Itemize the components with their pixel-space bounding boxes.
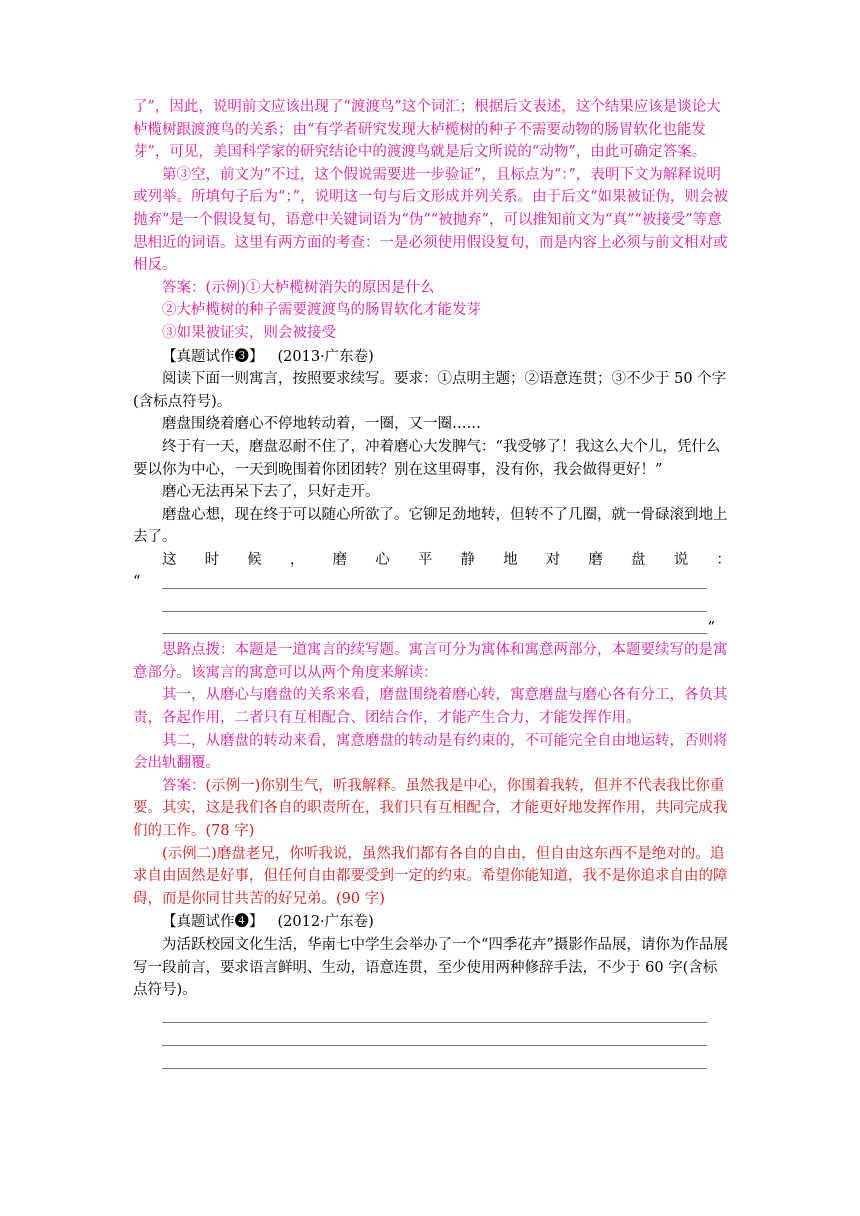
section-header [133, 346, 731, 369]
answer-text: (示例)①大栌榄树消失的原因是什么 [205, 279, 435, 296]
prompt-char: 盘 [631, 551, 646, 568]
answer-paragraph [133, 775, 731, 843]
analysis-paragraph: 了”，因此，说明前文应该出现了“渡渡鸟”这个词汇；根据后文表述，这个结果应该是谈论大栌榄树跟渡渡鸟的关系；由“有学者研究发现大栌榄树的种子不需要动物的肠胃软化也能发芽”，可见，美国科学家的研究结论中的渡渡鸟就是后文所说的“动物”，由此可确定答案。 [133, 99, 721, 161]
story-paragraph: 终于有一天，磨盘忍耐不住了，冲着磨心大发脾气：“我受够了！我这么大个儿，凭什么要以你为中心，一天到晚围着你团团转？别在这里碍事，没有你，我会做得更好！” [133, 438, 721, 478]
section-header [133, 911, 731, 934]
hint-label: 思路点拨： [162, 642, 235, 659]
question-prompt: 为活跃校园文化生活，华南七中学生会举办了一个“四季花卉”摄影作品展，请你为作品展写一段前言，要求语言鲜明、生动，语意连贯，至少使用两种修辞手法，不少于 60 字(含标点符号)。 [133, 936, 728, 999]
prompt-char: 说 [673, 551, 689, 568]
answer-label: 答案： [162, 279, 206, 296]
question-prompt: 阅读下面一则寓言，按照要求续写。要求：①点明主题；②语意连贯；③不少于 50 个字(含标点符号)。 [133, 371, 727, 410]
answer-text: (示例一)你别生气，听我解释。虽然我是中心，你围着我转，但并不代表我比你重要。其实，这是我们各自的职责所在，我们只有互相配合，才能更好地发挥作用，共同完成我们的工作。(78 字) [133, 777, 728, 839]
section-year: (2012·广东卷) [277, 914, 374, 931]
analysis-paragraph: 第③空，前文为“不过，这个假说需要进一步验证”，且标点为“：”，表明下文为解释说明或列举。所填句子后为“；”，说明这一句与后文形成并列关系。由于后文“如果被证伪，则会被抛弃”是一个假设复句，语意中关键词语为“伪”“被抛弃”，可以推知前文为“真”“被接受”等意思相近的词语。这里有两方面的考查：一是必须使用假设复句，而是内容上必须与前文相对或相反。 [133, 166, 728, 274]
prompt-char: 静 [460, 551, 475, 568]
story-paragraph: 磨盘心想，现在终于可以随心所欲了。它铆足劲地转，但转不了几圈，就一骨碌滚到地上去了。 [133, 506, 728, 546]
answer-line [133, 277, 731, 300]
story-paragraph: 磨盘围绕着磨心不停地转动着，一圈，又一圈…… [162, 416, 481, 433]
close-quote: ” [707, 619, 715, 636]
prompt-char: ： [716, 551, 731, 568]
blank-rule [162, 588, 707, 589]
prompt-char: 地 [503, 551, 518, 568]
hint-text: 本题是一道寓言的续写题。寓言可分为寓体和寓意两部分，本题要续写的是寓意部分。该寓言的寓意可以从两个角度来解读： [133, 642, 728, 681]
prompt-char: 对 [545, 551, 561, 568]
hint-paragraph [133, 639, 731, 684]
blank-rule [162, 1022, 707, 1023]
story-paragraph: 磨心无法再呆下去了，只好走开。 [162, 484, 380, 501]
answer-blank-line[interactable] [133, 594, 731, 617]
section-title: 【真题试作❸】 [162, 348, 264, 365]
blank-rule [162, 1045, 707, 1046]
prompt-char: 时 [204, 551, 220, 568]
prompt-char: 这 [162, 551, 177, 568]
answer-line: ③如果被证实，则会被接受 [162, 324, 336, 341]
answer-blank-line[interactable] [133, 1006, 731, 1029]
prompt-char: 磨 [332, 551, 348, 568]
answer-paragraph: (示例二)磨盘老兄，你听我说，虽然我们都有各自的自由，但自由这东西不是绝对的。追求自由固然是好事，但任何自由都要受到一定的约束。希望你能知道，我不是你追求自由的障碍，而是你同甘共苦的好兄弟。(90 字) [133, 845, 728, 907]
prompt-char: 心 [375, 551, 390, 568]
document-page [133, 96, 731, 1074]
prompt-char: 磨 [588, 551, 603, 568]
prompt-char: 平 [417, 551, 433, 568]
answer-blank-line[interactable] [133, 571, 731, 594]
section-title: 【真题试作❹】 [162, 914, 264, 931]
continuation-prompt [133, 549, 731, 572]
hint-paragraph: 其二，从磨盘的转动来看，寓意磨盘的转动是有约束的，不可能完全自由地运转，否则将会出轨翻覆。 [133, 732, 728, 772]
section-year: (2013·广东卷) [277, 348, 374, 365]
prompt-char: 候 [247, 551, 262, 568]
blank-rule [162, 633, 707, 634]
blank-rule [162, 1068, 707, 1069]
answer-line: ②大栌榄树的种子需要渡渡鸟的肠胃软化才能发芽 [162, 302, 481, 319]
answer-blank-line[interactable] [133, 1051, 731, 1074]
blank-rule [162, 611, 707, 612]
prompt-char: ， [289, 551, 305, 568]
hint-paragraph: 其一，从磨心与磨盘的关系来看，磨盘围绕着磨心转，寓意磨盘与磨心各有分工，各负其责，各起作用，二者只有互相配合、团结合作，才能产生合力，才能发挥作用。 [133, 687, 728, 727]
answer-blank-line[interactable] [133, 1028, 731, 1051]
answer-blank-line[interactable] [133, 617, 731, 640]
answer-label: 答案： [162, 777, 206, 794]
open-quote: “ [133, 574, 141, 591]
